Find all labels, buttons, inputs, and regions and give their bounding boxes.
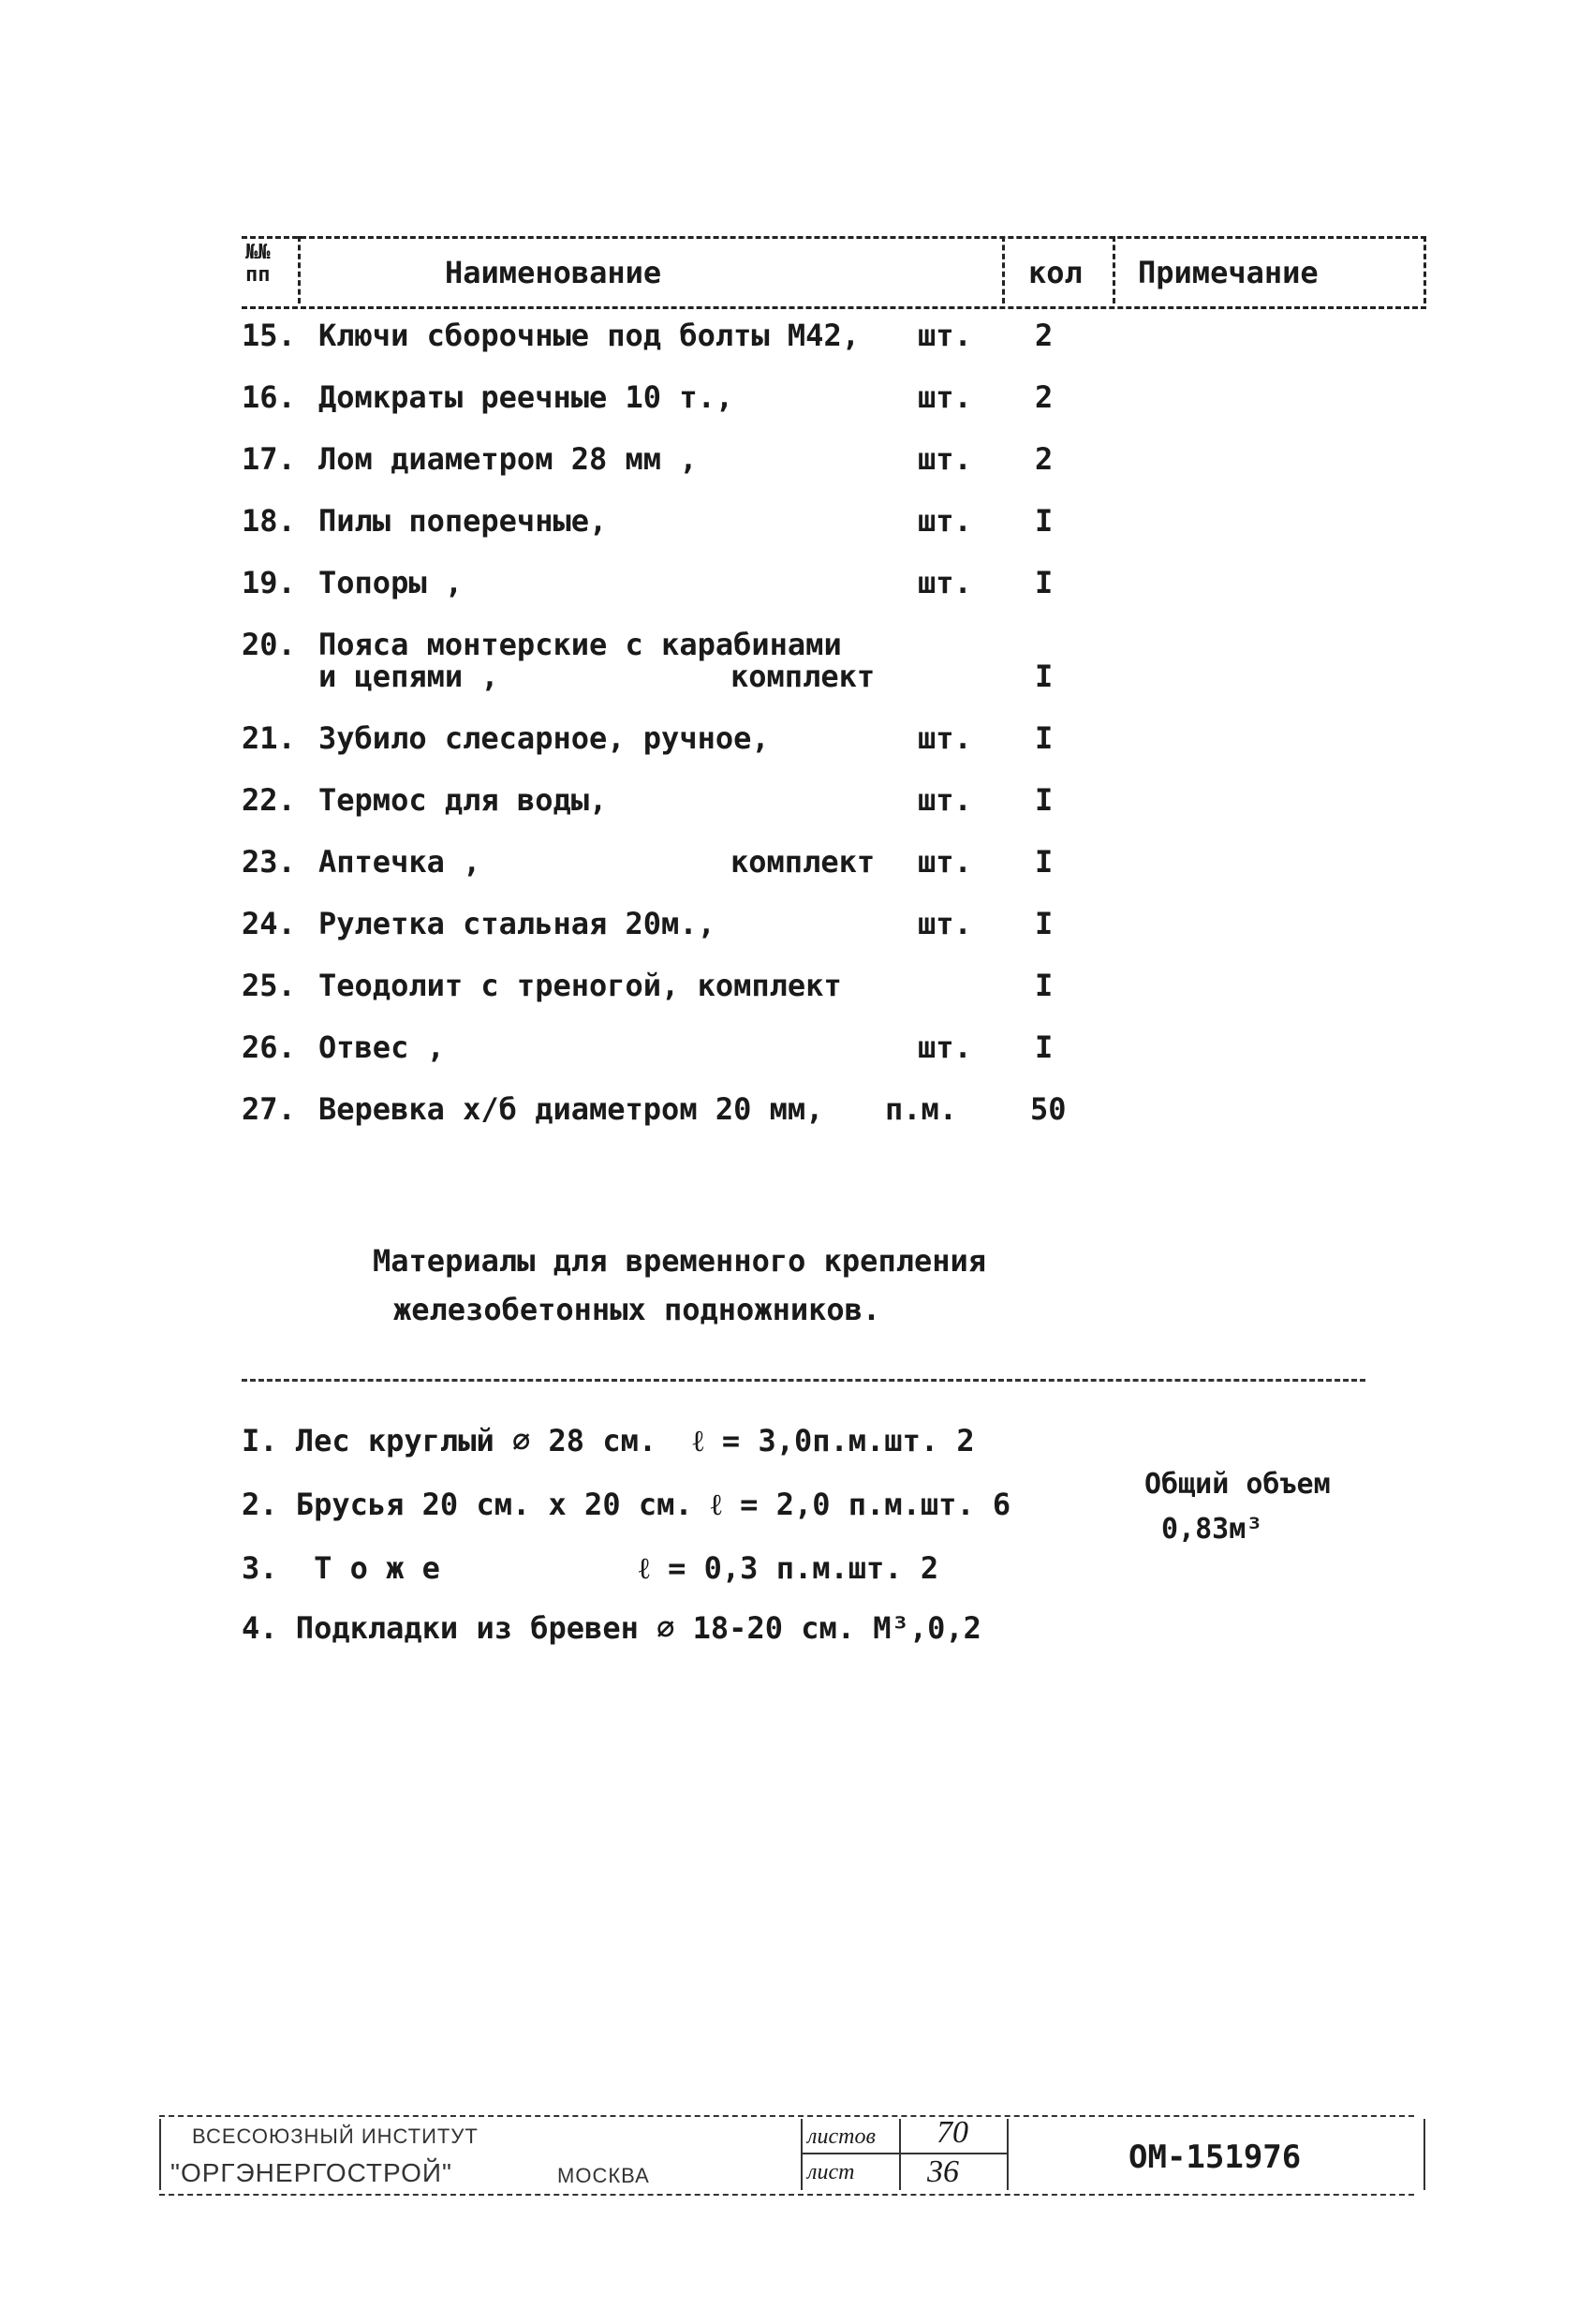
row-number: 16. [242,379,296,415]
row-qty: I [1035,906,1054,941]
row-unit: шт. [918,379,972,415]
row-number: 21. [242,720,296,756]
section-divider [242,1379,1365,1382]
title-block-divider [801,2119,803,2190]
row-unit: шт. [918,720,972,756]
institute-name: ВСЕСОЮЗНЫЙ ИНСТИТУТ [192,2124,479,2148]
sheet-value: 36 [927,2154,959,2189]
row-qty: I [1035,720,1054,756]
row-name-continued: и цепями , [318,659,499,694]
row-unit: шт. [918,906,972,941]
row-name: Лом диаметром 28 мм , [318,441,698,477]
title-block-divider [159,2119,161,2190]
row-number: 22. [242,782,296,818]
header-divider [1002,236,1005,303]
volume-note-value: 0,83м³ [1161,1513,1263,1546]
row-name: Ключи сборочные под болты М42, [318,318,860,353]
header-divider [1423,236,1426,303]
row-qty: I [1035,844,1054,880]
row-number: 17. [242,441,296,477]
row-number: 19. [242,565,296,600]
sheet-label: лист [807,2160,855,2184]
row-name: Рулетка стальная 20м., [318,906,715,941]
title-block-divider [801,2153,1007,2154]
row-qty: 50 [1030,1091,1067,1127]
row-unit: шт. [918,565,972,600]
row-qty: 2 [1035,379,1054,415]
title-block-divider [1007,2119,1009,2190]
row-name: Теодолит с треногой, комплект [318,968,842,1003]
row-name: Веревка х/б диаметром 20 мм, [318,1091,824,1127]
row-unit: шт. [918,1029,972,1065]
title-block-divider [1423,2119,1425,2190]
sheets-label: листов [807,2124,876,2149]
row-qty: I [1035,782,1054,818]
row-unit: шт. [918,318,972,353]
row-number: 15. [242,318,296,353]
row-number: 18. [242,503,296,539]
row-name: Домкраты реечные 10 т., [318,379,734,415]
section-title-line2: железобетонных подножников. [393,1292,881,1327]
row-name: Топоры , [318,565,464,600]
row-qty: I [1035,503,1054,539]
row-number: 26. [242,1029,296,1065]
row-unit: шт. [918,782,972,818]
row-number: 24. [242,906,296,941]
section-title-line1: Материалы для временного крепления [373,1243,987,1279]
col-num-header: №№ пп [245,241,271,288]
row-qty: I [1035,659,1054,694]
header-divider [298,236,301,303]
document-code: ОМ-151976 [1128,2139,1302,2176]
row-unit: шт. [918,503,972,539]
material-item: 4. Подкладки из бревен ∅ 18-20 см. М³,0,2 [242,1610,981,1646]
row-unit: шт. [918,844,972,880]
row-qty: I [1035,565,1054,600]
row-unit-extra: комплект [730,844,876,880]
row-qty: I [1035,1029,1054,1065]
row-number: 25. [242,968,296,1003]
institute-org: "ОРГЭНЕРГОСТРОЙ" [170,2158,452,2187]
row-number: 27. [242,1091,296,1127]
row-name: Пилы поперечные, [318,503,608,539]
row-name: Отвес , [318,1029,445,1065]
col-qty-header: кол [1028,255,1083,290]
row-name: Аптечка , [318,844,481,880]
row-name: Пояса монтерские с карабинами [318,627,842,662]
row-qty: 2 [1035,441,1054,477]
row-unit: шт. [918,441,972,477]
institute-city: МОСКВА [557,2164,650,2187]
row-name: Зубило слесарное, ручное, [318,720,770,756]
row-qty: 2 [1035,318,1054,353]
row-number: 23. [242,844,296,880]
row-unit: комплект [730,659,876,694]
material-item: I. Лес круглый ∅ 28 см. ℓ = 3,0п.м.шт. 2 [242,1423,975,1458]
row-qty: I [1035,968,1054,1003]
volume-note-label: Общий объем [1144,1468,1331,1501]
col-name-header: Наименование [445,255,662,290]
row-number: 20. [242,627,296,662]
col-note-header: Примечание [1138,255,1319,290]
material-item: 2. Брусья 20 см. х 20 см. ℓ = 2,0 п.м.шт. 6 [242,1487,1011,1522]
sheets-value: 70 [937,2115,968,2150]
header-divider [1113,236,1115,303]
row-name: Термос для воды, [318,782,608,818]
material-item: 3. Т о ж е ℓ = 0,3 п.м.шт. 2 [242,1550,939,1586]
title-block-divider [899,2119,901,2190]
row-unit: п.м. [885,1091,958,1127]
